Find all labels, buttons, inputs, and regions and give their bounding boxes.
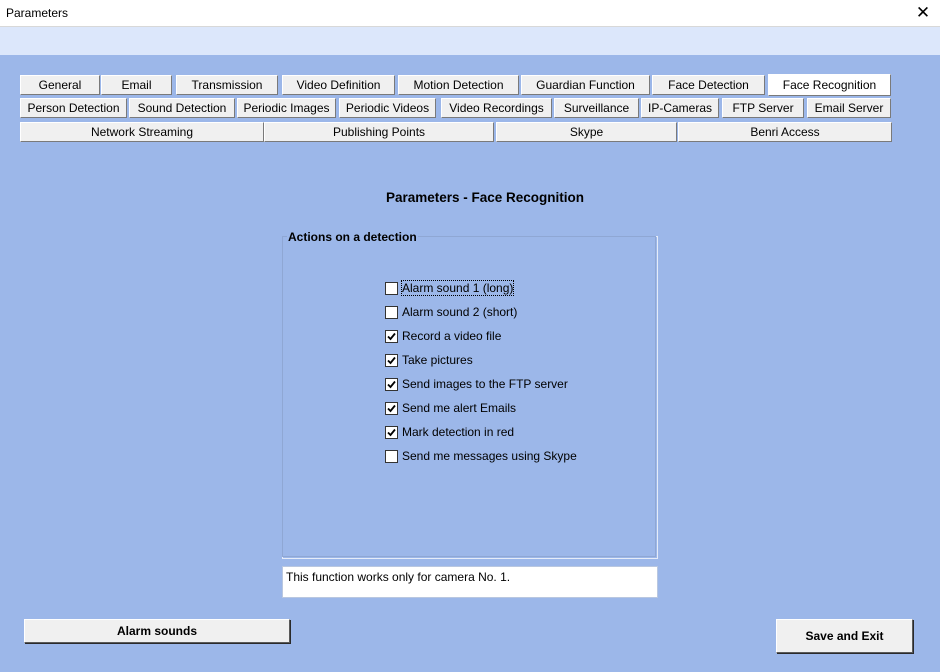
- tab-email[interactable]: Email: [101, 75, 172, 95]
- save-and-exit-button[interactable]: Save and Exit: [776, 619, 913, 653]
- checkbox-unchecked[interactable]: [385, 450, 398, 463]
- tab-face-detection[interactable]: Face Detection: [652, 75, 765, 95]
- tab-video-recordings[interactable]: Video Recordings: [441, 98, 552, 118]
- window-title: Parameters: [6, 6, 69, 20]
- checkbox-checked[interactable]: [385, 426, 398, 439]
- tab-periodic-videos[interactable]: Periodic Videos: [339, 98, 436, 118]
- tab-ip-cameras[interactable]: IP-Cameras: [641, 98, 719, 118]
- tab-surveillance[interactable]: Surveillance: [554, 98, 639, 118]
- tab-row-3: [0, 122, 940, 144]
- tab-periodic-images[interactable]: Periodic Images: [237, 98, 336, 118]
- checkmark-icon: [387, 380, 396, 389]
- action-checkbox-label: Send me messages using Skype: [402, 449, 577, 463]
- tab-skype[interactable]: Skype: [496, 122, 677, 142]
- client-area: [0, 55, 940, 672]
- page-title: Parameters - Face Recognition: [385, 190, 585, 205]
- info-textbox: This function works only for camera No. 1.: [282, 566, 658, 598]
- close-icon[interactable]: ✕: [915, 3, 931, 22]
- action-checkbox-label: Record a video file: [402, 329, 502, 343]
- action-checkbox-label: Send images to the FTP server: [402, 377, 568, 391]
- checkbox-unchecked[interactable]: [385, 306, 398, 319]
- checkmark-icon: [387, 428, 396, 437]
- tab-face-recognition[interactable]: Face Recognition: [768, 74, 891, 96]
- tab-general[interactable]: General: [20, 75, 100, 95]
- action-checkbox-label: Alarm sound 1 (long): [402, 281, 514, 295]
- tab-guardian-function[interactable]: Guardian Function: [521, 75, 650, 95]
- action-checkbox-label: Take pictures: [402, 353, 473, 367]
- tab-person-detection[interactable]: Person Detection: [20, 98, 127, 118]
- tab-publishing-points[interactable]: Publishing Points: [264, 122, 494, 142]
- tab-video-definition[interactable]: Video Definition: [282, 75, 395, 95]
- checkbox-checked[interactable]: [385, 402, 398, 415]
- actions-group-legend: Actions on a detection: [288, 230, 417, 244]
- action-checkbox-label: Alarm sound 2 (short): [402, 305, 518, 319]
- checkbox-checked[interactable]: [385, 330, 398, 343]
- action-checkbox-label: Send me alert Emails: [402, 401, 517, 415]
- checkbox-checked[interactable]: [385, 378, 398, 391]
- tab-row-2: [0, 98, 940, 120]
- tab-ftp-server[interactable]: FTP Server: [722, 98, 804, 118]
- action-checkbox-label: Mark detection in red: [402, 425, 515, 439]
- tab-transmission[interactable]: Transmission: [176, 75, 278, 95]
- tab-row-1: [0, 75, 940, 97]
- tab-benri-access[interactable]: Benri Access: [678, 122, 892, 142]
- alarm-sounds-button[interactable]: Alarm sounds: [24, 619, 290, 643]
- checkmark-icon: [387, 332, 396, 341]
- tab-network-streaming[interactable]: Network Streaming: [20, 122, 264, 142]
- checkmark-icon: [387, 356, 396, 365]
- checkbox-checked[interactable]: [385, 354, 398, 367]
- checkbox-unchecked[interactable]: [385, 282, 398, 295]
- tab-motion-detection[interactable]: Motion Detection: [398, 75, 519, 95]
- tab-sound-detection[interactable]: Sound Detection: [129, 98, 235, 118]
- tab-email-server[interactable]: Email Server: [807, 98, 891, 118]
- checkmark-icon: [387, 404, 396, 413]
- title-bar: [0, 0, 940, 27]
- menu-strip: [0, 27, 940, 55]
